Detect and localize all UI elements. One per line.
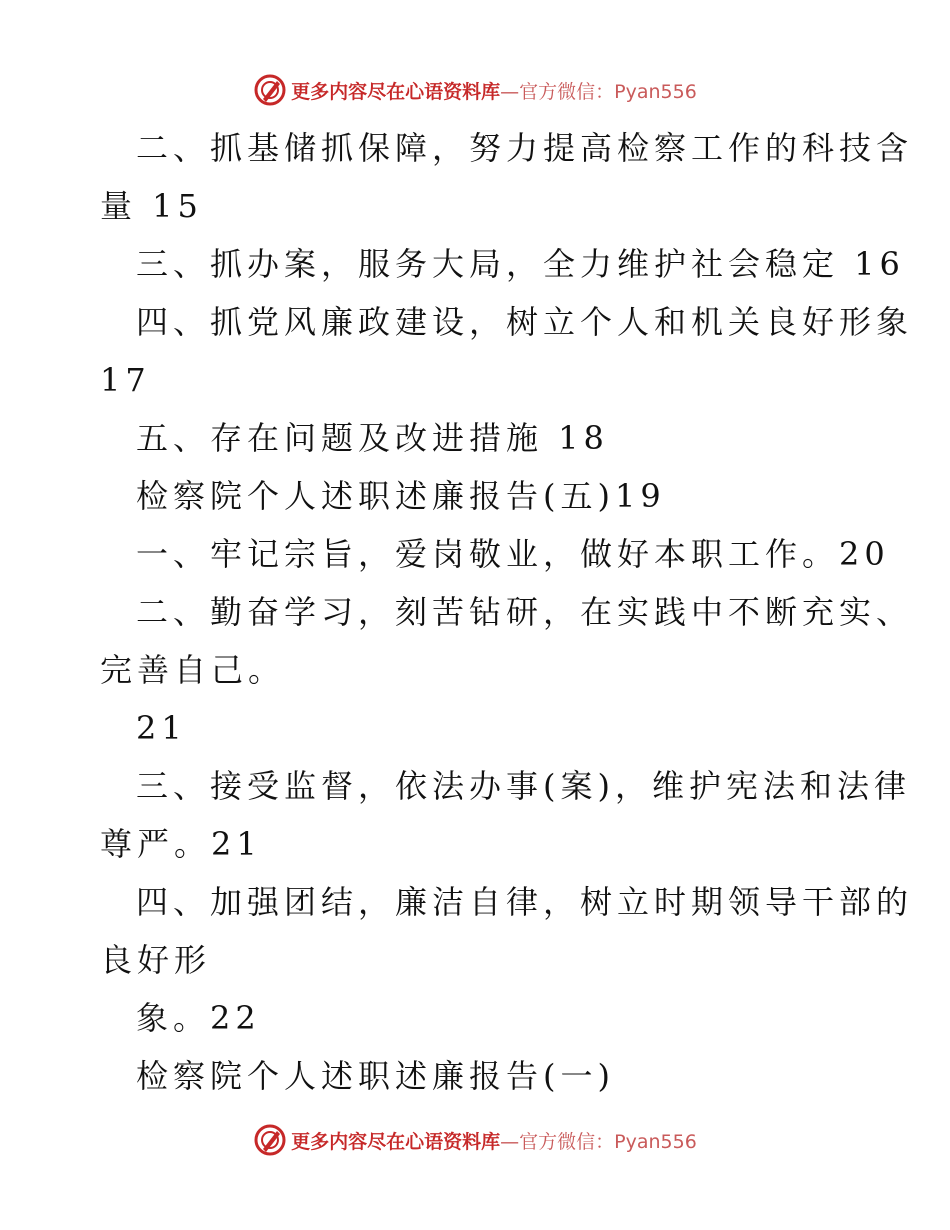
toc-line: 检察院个人述职述廉报告(五)19 [136,477,666,515]
toc-line: 二、抓基储抓保障，努力提高检察工作的科技含 [136,129,914,167]
toc-line: 21 [136,709,187,747]
toc-line: 检察院个人述职述廉报告(一) [136,1057,615,1095]
toc-line: 尊严。21 [100,825,262,863]
toc-line: 17 [100,361,151,399]
watermark-text: 更多内容尽在心语资料库—官方微信：Pyan556 [291,1130,697,1153]
toc-line: 象。22 [136,999,261,1037]
footer-watermark [0,1120,950,1160]
toc-line: 二、勤奋学习，刻苦钻研，在实践中不断充实、 [136,593,914,631]
toc-line: 良好形 [100,941,212,979]
header-watermark [0,70,950,110]
toc-line: 四、抓党风廉政建设，树立个人和机关良好形象 [136,303,914,341]
watermark-text: 更多内容尽在心语资料库—官方微信：Pyan556 [291,80,697,103]
toc-line: 三、接受监督，依法办事(案)，维护宪法和法律 [136,767,911,805]
toc-line: 一、牢记宗旨，爱岗敬业，做好本职工作。20 [136,535,890,573]
pen-logo-icon [253,1123,287,1157]
pen-logo-icon [253,73,287,107]
toc-line: 三、抓办案，服务大局，全力维护社会稳定 16 [136,245,905,283]
toc-line: 完善自己。 [100,651,286,689]
toc-line: 五、存在问题及改进措施 18 [136,419,609,457]
toc-line: 量 15 [100,187,203,225]
toc-line: 四、加强团结，廉洁自律，树立时期领导干部的 [136,883,914,921]
